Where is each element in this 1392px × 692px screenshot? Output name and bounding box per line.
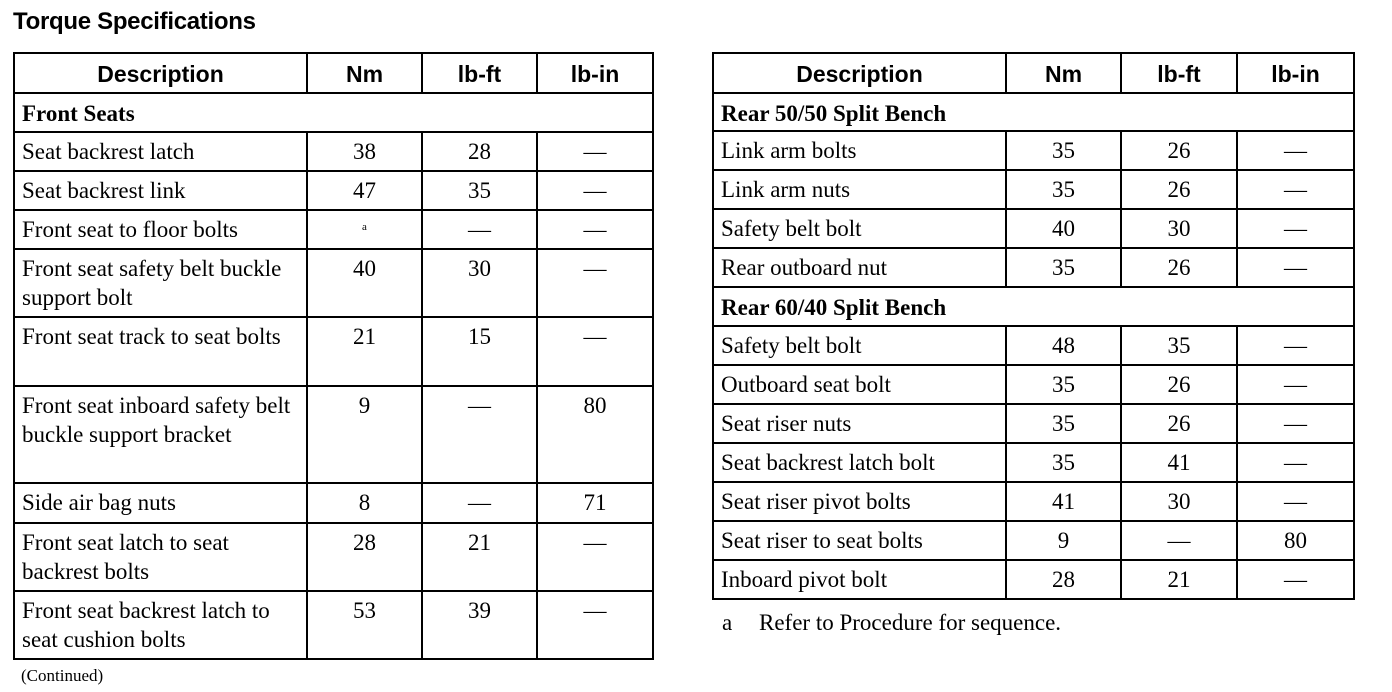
cell-nm: 35 [1006,131,1121,170]
cell-lb-ft: 30 [1121,209,1237,248]
cell-nm: 28 [307,523,422,591]
cell-nm: 35 [1006,248,1121,287]
cell-lb-in: — [1237,248,1354,287]
table-row [713,248,1354,287]
table-row [14,171,653,210]
cell-nm: 8 [307,483,422,523]
cell-lb-ft: 30 [1121,482,1237,521]
cell-description: Seat backrest latch [14,132,307,171]
cell-nm: 40 [307,249,422,317]
table-row [713,326,1354,365]
column-header-lb-in: lb-in [1237,53,1354,93]
column-header-lb-in: lb-in [537,53,653,93]
page-title: Torque Specifications [13,8,256,35]
cell-nm: 40 [1006,209,1121,248]
table-row [14,132,653,171]
cell-nm: 35 [1006,365,1121,404]
cell-lb-ft: 39 [422,591,537,659]
cell-lb-in: — [537,249,653,317]
table-row [713,482,1354,521]
cell-nm: 28 [1006,560,1121,599]
cell-description: Link arm nuts [713,170,1006,209]
cell-nm: 9 [307,386,422,483]
cell-description: Front seat latch to seat backrest bolts [14,523,307,591]
torque-table-rear-bench [712,52,1355,600]
cell-description: Side air bag nuts [14,483,307,523]
column-header-lb-ft: lb-ft [1121,53,1237,93]
cell-description: Outboard seat bolt [713,365,1006,404]
cell-lb-ft: 28 [422,132,537,171]
table-row [14,483,653,523]
column-header-description: Description [713,53,1006,93]
cell-lb-in: — [1237,404,1354,443]
cell-lb-ft: — [422,483,537,523]
table-row [14,210,653,249]
cell-description: Front seat safety belt buckle support bolt [14,249,307,317]
section-row [14,93,653,132]
column-header-lb-ft: lb-ft [422,53,537,93]
cell-nm: 21 [307,317,422,386]
cell-nm: 41 [1006,482,1121,521]
section-title-rear-50-50: Rear 50/50 Split Bench [713,93,1354,131]
cell-lb-ft: — [422,386,537,483]
cell-description: Link arm bolts [713,131,1006,170]
cell-lb-in: — [1237,326,1354,365]
table-row [14,386,653,483]
cell-lb-in: — [1237,443,1354,482]
cell-nm: 9 [1006,521,1121,560]
table-row [713,521,1354,560]
cell-lb-ft: 41 [1121,443,1237,482]
cell-lb-in: 80 [1237,521,1354,560]
cell-nm: 38 [307,132,422,171]
cell-lb-in: — [537,591,653,659]
cell-description: Front seat track to seat bolts [14,317,307,386]
table-row [14,249,653,317]
cell-description: Safety belt bolt [713,326,1006,365]
cell-nm: 35 [1006,443,1121,482]
table-row [14,591,653,659]
cell-lb-ft: 26 [1121,248,1237,287]
cell-nm: 35 [1006,170,1121,209]
table-row [713,131,1354,170]
cell-description: Seat riser to seat bolts [713,521,1006,560]
cell-description: Inboard pivot bolt [713,560,1006,599]
footnote-text: Refer to Procedure for sequence. [759,610,1062,635]
column-header-nm: Nm [1006,53,1121,93]
table-row [713,443,1354,482]
cell-description: Safety belt bolt [713,209,1006,248]
cell-nm: 47 [307,171,422,210]
table-row [713,365,1354,404]
section-title-front-seats: Front Seats [14,93,653,132]
cell-lb-in: — [537,523,653,591]
table-row [713,209,1354,248]
cell-nm: 35 [1006,404,1121,443]
cell-lb-in: — [537,317,653,386]
cell-lb-ft: 21 [422,523,537,591]
cell-nm: 53 [307,591,422,659]
cell-lb-ft: 35 [1121,326,1237,365]
table-row [14,523,653,591]
table-row [14,317,653,386]
cell-lb-ft: — [422,210,537,249]
cell-nm [307,210,422,249]
cell-lb-ft: 15 [422,317,537,386]
cell-lb-in: — [1237,365,1354,404]
column-header-description: Description [14,53,307,93]
table-row [713,170,1354,209]
cell-lb-in: — [1237,482,1354,521]
cell-description: Seat backrest link [14,171,307,210]
cell-description: Front seat backrest latch to seat cushion bolts [14,591,307,659]
table-row [713,560,1354,599]
cell-lb-in: 71 [537,483,653,523]
cell-description: Seat riser pivot bolts [713,482,1006,521]
cell-lb-ft: — [1121,521,1237,560]
section-title-rear-60-40: Rear 60/40 Split Bench [713,287,1354,326]
cell-lb-in: — [537,132,653,171]
cell-lb-in: — [1237,170,1354,209]
column-header-nm: Nm [307,53,422,93]
cell-lb-in: — [537,171,653,210]
cell-description: Rear outboard nut [713,248,1006,287]
cell-lb-ft: 21 [1121,560,1237,599]
cell-lb-ft: 35 [422,171,537,210]
section-row [713,287,1354,326]
cell-lb-in: — [537,210,653,249]
cell-lb-ft: 26 [1121,131,1237,170]
torque-table-front-seats [13,52,654,660]
cell-description: Seat backrest latch bolt [713,443,1006,482]
cell-description: Front seat inboard safety belt buckle support bracket [14,386,307,483]
table-row [713,404,1354,443]
cell-lb-in: — [1237,560,1354,599]
cell-lb-ft: 26 [1121,170,1237,209]
cell-description: Front seat to floor bolts [14,210,307,249]
cell-lb-in: — [1237,131,1354,170]
cell-lb-ft: 26 [1121,365,1237,404]
table-header-row [14,53,653,93]
footnote-reference: a [362,221,367,233]
footnote-mark: a [722,610,733,635]
cell-lb-ft: 26 [1121,404,1237,443]
section-row [713,93,1354,131]
cell-lb-in: 80 [537,386,653,483]
continued-note: (Continued) [21,666,104,685]
footnote [722,608,1061,637]
cell-nm: 48 [1006,326,1121,365]
cell-lb-in: — [1237,209,1354,248]
table-header-row [713,53,1354,93]
cell-description: Seat riser nuts [713,404,1006,443]
cell-lb-ft: 30 [422,249,537,317]
